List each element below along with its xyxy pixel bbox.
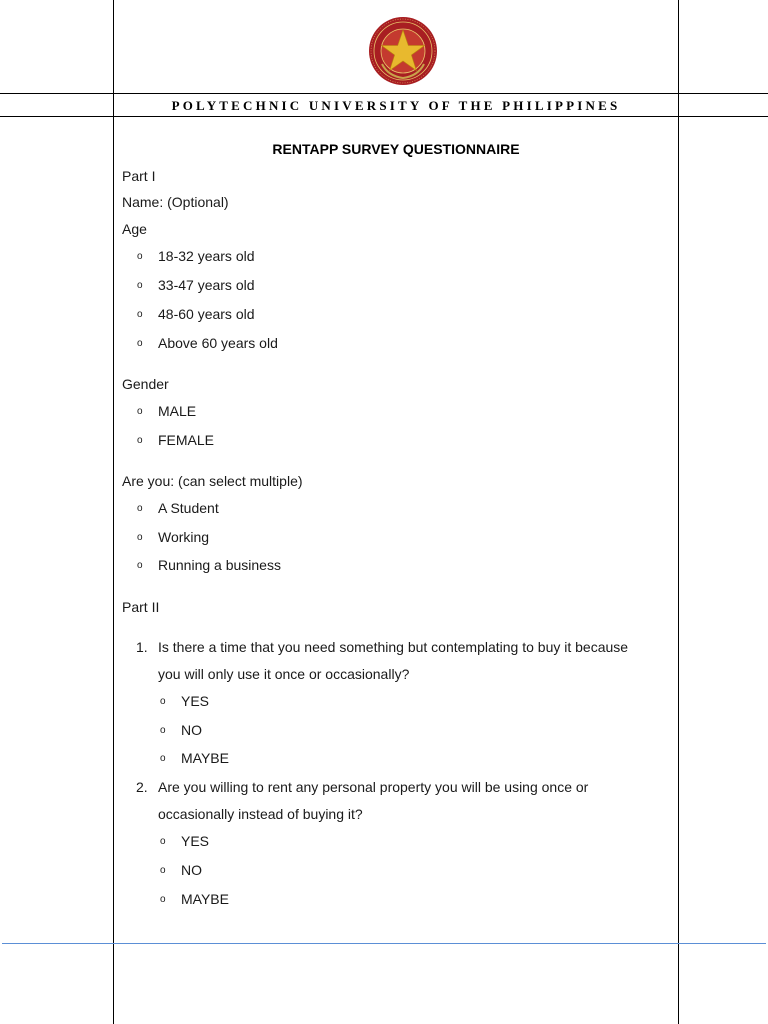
bullet-icon: o [160,696,166,707]
question-text-continued: occasionally instead of buying it? [158,806,363,822]
bullet-icon: o [160,894,166,905]
bullet-icon: o [137,280,143,291]
bullet-icon: o [160,753,166,764]
occupation-option: Working [158,529,210,545]
age-option: 33-47 years old [158,277,255,293]
age-option: 48-60 years old [158,306,255,322]
occupation-option: Running a business [158,557,281,573]
bullet-icon: o [137,503,143,514]
answer-option: NO [181,722,202,738]
right-margin-line [678,0,679,1024]
university-seal-icon [368,16,438,86]
bullet-icon: o [160,865,166,876]
bullet-icon: o [137,251,143,262]
part2-heading: Part II [122,599,160,615]
question-number: 2. [136,779,148,795]
age-option: Above 60 years old [158,335,278,351]
question-number: 1. [136,639,148,655]
header-top-rule [0,93,768,94]
answer-option: MAYBE [181,891,229,907]
age-label: Age [122,221,147,237]
answer-option: YES [181,833,210,849]
name-label: Name: (Optional) [122,194,229,210]
answer-option: NO [181,862,202,878]
age-option: 18-32 years old [158,248,255,264]
bullet-icon: o [160,725,166,736]
occupation-option: A Student [158,500,219,516]
bullet-icon: o [160,836,166,847]
gender-option: MALE [158,403,197,419]
footer-rule [2,943,766,944]
question-text: Is there a time that you need something but contemplating to buy it because [158,639,629,655]
document-title: RENTAPP SURVEY QUESTIONNAIRE [272,141,520,157]
bullet-icon: o [137,406,143,417]
bullet-icon: o [137,338,143,349]
bullet-icon: o [137,309,143,320]
header-bottom-rule [0,116,768,117]
question-text-continued: you will only use it once or occasionally? [158,666,410,682]
bullet-icon: o [137,532,143,543]
answer-option: MAYBE [181,750,229,766]
answer-option: YES [181,693,210,709]
question-text: Are you willing to rent any personal property you will be using once or [158,779,589,795]
bullet-icon: o [137,560,143,571]
occupation-label: Are you: (can select multiple) [122,473,303,489]
university-name: POLYTECHNIC UNIVERSITY OF THE PHILIPPINES [171,98,621,113]
gender-option: FEMALE [158,432,215,448]
gender-label: Gender [122,376,169,392]
part1-heading: Part I [122,168,156,184]
bullet-icon: o [137,435,143,446]
